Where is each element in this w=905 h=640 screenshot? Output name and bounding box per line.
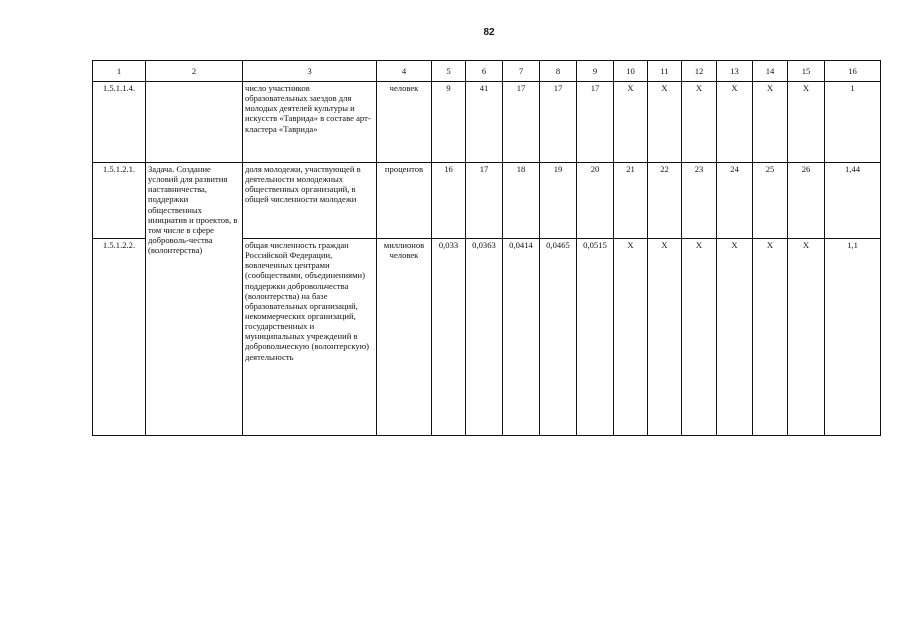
header-cell: 9	[577, 61, 614, 82]
indicators-table	[92, 60, 881, 436]
value-cell: 18	[503, 163, 540, 239]
value-cell: 19	[540, 163, 577, 239]
indicator-name: доля молодежи, участвующей в деятельности молодежных общественных организаций, в общей численности молодежи	[243, 163, 377, 239]
value-cell: X	[648, 239, 682, 436]
value-cell: X	[753, 82, 788, 163]
value-cell: X	[682, 239, 717, 436]
value-cell: 9	[432, 82, 466, 163]
value-cell: 25	[753, 163, 788, 239]
value-cell: 24	[717, 163, 753, 239]
value-cell: 21	[614, 163, 648, 239]
value-cell: 1,44	[825, 163, 881, 239]
indicator-name: общая численность граждан Российской Федерации, вовлеченных центрами (сообществами, объединениями) поддержки добровольчества (волонтерства) на базе образовательных организаций, некоммерческих организаций, государственных и муниципальных учреждений в добровольческую (волонтерскую) деятельность	[243, 239, 377, 436]
unit-cell: человек	[377, 82, 432, 163]
header-cell: 7	[503, 61, 540, 82]
header-cell: 6	[466, 61, 503, 82]
value-cell: X	[648, 82, 682, 163]
value-cell: 26	[788, 163, 825, 239]
row-code: 1.5.1.2.1.	[93, 163, 146, 239]
value-cell: 0,0414	[503, 239, 540, 436]
header-cell: 10	[614, 61, 648, 82]
value-cell: 22	[648, 163, 682, 239]
value-cell: X	[788, 239, 825, 436]
unit-cell: миллионов человек	[377, 239, 432, 436]
value-cell: X	[682, 82, 717, 163]
header-cell: 14	[753, 61, 788, 82]
header-cell: 15	[788, 61, 825, 82]
value-cell: X	[614, 239, 648, 436]
row-code: 1.5.1.1.4.	[93, 82, 146, 163]
value-cell: 20	[577, 163, 614, 239]
task-cell: Задача. Создание условий для развития наставничества, поддержки общественных инициатив и проектов, в том числе в сфере доброволь-чества (волонтерства)	[146, 163, 243, 436]
table-row	[93, 82, 881, 163]
header-cell: 2	[146, 61, 243, 82]
value-cell: 1,1	[825, 239, 881, 436]
value-cell: 41	[466, 82, 503, 163]
task-cell-empty	[146, 82, 243, 163]
value-cell: 17	[466, 163, 503, 239]
header-cell: 3	[243, 61, 377, 82]
header-cell: 1	[93, 61, 146, 82]
value-cell: 0,0515	[577, 239, 614, 436]
page-number: 82	[483, 27, 495, 38]
value-cell: 0,0465	[540, 239, 577, 436]
value-cell: X	[614, 82, 648, 163]
value-cell: 0,033	[432, 239, 466, 436]
indicator-name: число участников образовательных заездов для молодых деятелей культуры и искусств «Таврида» в составе арт-кластера «Таврида»	[243, 82, 377, 163]
unit-cell: процентов	[377, 163, 432, 239]
value-cell: X	[788, 82, 825, 163]
value-cell: 16	[432, 163, 466, 239]
value-cell: 0,0363	[466, 239, 503, 436]
header-cell: 12	[682, 61, 717, 82]
value-cell: 23	[682, 163, 717, 239]
value-cell: 17	[503, 82, 540, 163]
value-cell: X	[717, 239, 753, 436]
header-cell: 11	[648, 61, 682, 82]
header-cell: 13	[717, 61, 753, 82]
value-cell: X	[717, 82, 753, 163]
header-cell: 16	[825, 61, 881, 82]
value-cell: 17	[540, 82, 577, 163]
value-cell: X	[753, 239, 788, 436]
header-cell: 8	[540, 61, 577, 82]
header-cell: 4	[377, 61, 432, 82]
table-row	[93, 163, 881, 239]
header-cell: 5	[432, 61, 466, 82]
value-cell: 17	[577, 82, 614, 163]
row-code: 1.5.1.2.2.	[93, 239, 146, 436]
table-header-row	[93, 61, 881, 82]
value-cell: 1	[825, 82, 881, 163]
